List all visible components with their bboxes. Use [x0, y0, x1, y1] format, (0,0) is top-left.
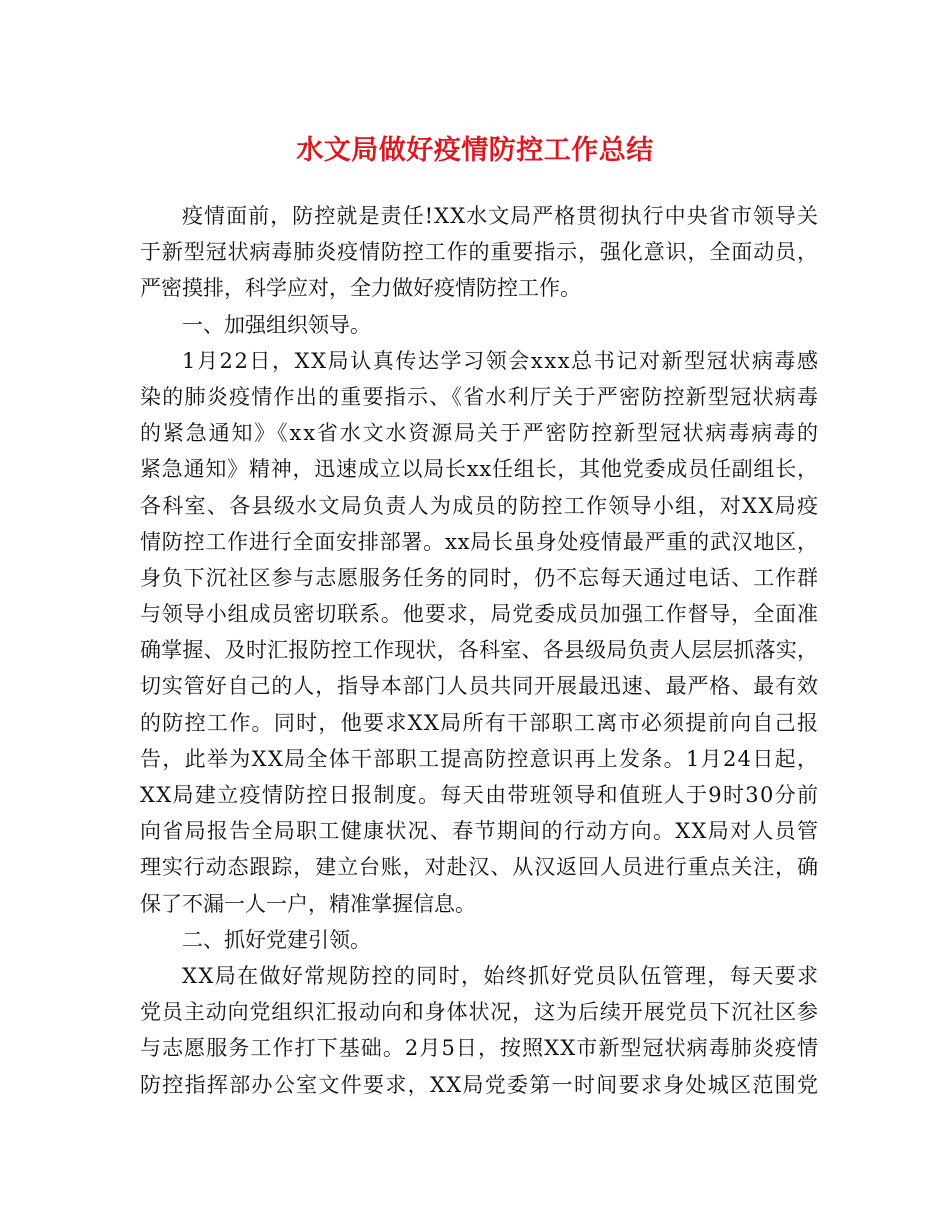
text-line: 与志愿服务工作打下基础。2月5日，按照XX市新型冠状病毒肺炎疫情 [140, 1036, 820, 1061]
text-line: 染的肺炎疫情作出的重要指示、《省水利厅关于严密防控新型冠状病毒 [140, 384, 820, 409]
text-line: 与领导小组成员密切联系。他要求，局党委成员加强工作督导，全面准 [140, 602, 819, 627]
text-line: 保了不漏一人一户，精准掌握信息。 [140, 891, 476, 916]
text-line: 告，此举为XX局全体干部职工提高防控意识再上发条。1月24日起， [140, 746, 820, 771]
text-line: 二、抓好党建引领。 [182, 927, 371, 952]
document-body [140, 198, 818, 1103]
text-line: 的紧急通知》《xx省水文水资源局关于严密防控新型冠状病毒病毒的 [140, 421, 820, 446]
text-line: 确掌握、及时汇报防控工作现状，各科室、各县级局负责人层层抓落实， [140, 638, 819, 663]
text-line: 于新型冠状病毒肺炎疫情防控工作的重要指示，强化意识，全面动员， [140, 240, 819, 265]
text-line: 严密摸排，科学应对，全力做好疫情防控工作。 [140, 276, 581, 301]
text-line: 党员主动向党组织汇报动向和身体状况，这为后续开展党员下沉社区参 [140, 1000, 819, 1025]
document-title: 水文局做好疫情防控工作总结 [296, 135, 654, 166]
text-line: 防控指挥部办公室文件要求，XX局党委第一时间要求身处城区范围党 [140, 1072, 820, 1097]
text-line: 的防控工作。同时，他要求XX局所有干部职工离市必须提前向自己报 [140, 710, 820, 735]
text-line: 向省局报告全局职工健康状况、春节期间的行动方向。XX局对人员管 [140, 819, 820, 844]
text-line: 疫情面前，防控就是责任!XX水文局严格贯彻执行中央省市领导关 [182, 204, 820, 228]
text-line: XX局建立疫情防控日报制度。每天由带班领导和值班人于9时30分前 [140, 783, 820, 807]
text-line: 1月22日，XX局认真传达学习领会xxx总书记对新型冠状病毒感 [182, 348, 820, 373]
text-line: 切实管好自己的人，指导本部门人员共同开展最迅速、最严格、最有效 [140, 674, 819, 699]
text-line: 身负下沉社区参与志愿服务任务的同时，仍不忘每天通过电话、工作群 [140, 565, 819, 590]
text-line: 紧急通知》精神，迅速成立以局长xx任组长，其他党委成员任副组长， [140, 457, 819, 482]
text-line: 各科室、各县级水文局负责人为成员的防控工作领导小组，对XX局疫 [140, 493, 820, 518]
text-line: 情防控工作进行全面安排部署。xx局长虽身处疫情最严重的武汉地区， [140, 529, 819, 554]
text-line: 理实行动态跟踪，建立台账，对赴汉、从汉返回人员进行重点关注，确 [140, 855, 819, 880]
text-line: XX局在做好常规防控的同时，始终抓好党员队伍管理，每天要求 [182, 963, 820, 988]
text-line: 一、加强组织领导。 [182, 312, 371, 337]
